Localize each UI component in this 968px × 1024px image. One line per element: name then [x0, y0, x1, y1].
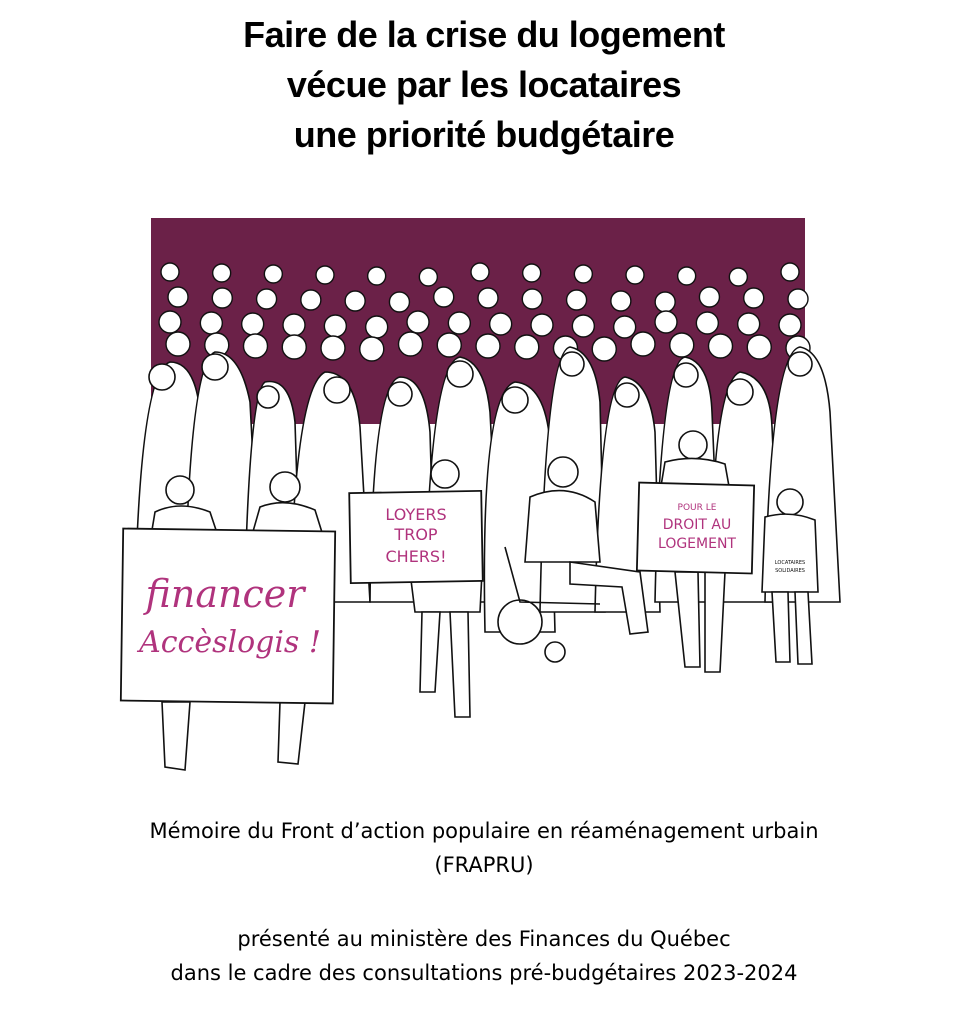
crowd-head	[626, 266, 644, 284]
crowd-head	[257, 289, 277, 309]
crowd-head	[476, 334, 500, 358]
sign-financer-line1: financer	[145, 572, 305, 616]
crowd-head	[419, 268, 437, 286]
presentation-line-2: dans le cadre des consultations pré-budgétaires 2023-2024	[170, 961, 798, 985]
memoir-author-line-1: Mémoire du Front d’action populaire en réaménagement urbain	[149, 819, 819, 843]
crowd-head	[523, 264, 541, 282]
sign-droit-line2: DROIT AU	[662, 517, 732, 533]
crowd-head	[242, 313, 264, 335]
crowd-head	[788, 289, 808, 309]
crowd-head	[592, 337, 616, 361]
crowd-head	[655, 311, 677, 333]
crowd-head	[611, 291, 631, 311]
sign-droit-au-logement	[637, 483, 754, 574]
crowd-head	[747, 335, 771, 359]
title-line-2: vécue par les locataires	[286, 64, 682, 105]
crowd-head	[670, 333, 694, 357]
crowd-head	[168, 287, 188, 307]
crowd-head	[437, 333, 461, 357]
crowd-head	[779, 314, 801, 336]
crowd-head	[244, 334, 268, 358]
crowd-head	[213, 264, 231, 282]
crowd-head	[531, 314, 553, 336]
sign-loyers-trop-chers	[349, 491, 483, 583]
crowd-head	[738, 313, 760, 335]
crowd-head	[301, 290, 321, 310]
crowd-head	[478, 288, 498, 308]
crowd-head	[166, 332, 190, 356]
crowd-head	[434, 287, 454, 307]
crowd-head	[282, 335, 306, 359]
crowd-head	[368, 267, 386, 285]
child-vest-line2: SOLIDAIRES	[775, 568, 805, 574]
sign-financer-line2: Accèslogis !	[139, 625, 321, 660]
crowd-head	[316, 266, 334, 284]
crowd-head	[696, 312, 718, 334]
crowd-head	[631, 332, 655, 356]
crowd-head	[159, 311, 181, 333]
document-title	[0, 10, 968, 160]
crowd-head	[515, 335, 539, 359]
title-line-3: une priorité budgétaire	[293, 114, 675, 155]
crowd-head	[360, 337, 384, 361]
sign-loyers-line3: CHERS!	[385, 547, 447, 566]
crowd-head	[212, 288, 232, 308]
crowd-head	[567, 290, 587, 310]
memoir-author	[0, 814, 968, 882]
crowd-head	[324, 315, 346, 337]
crowd-head	[389, 292, 409, 312]
crowd-head	[471, 263, 489, 281]
crowd-head	[448, 312, 470, 334]
sign-droit-line1: POUR LE	[677, 503, 717, 513]
crowd-head	[574, 265, 592, 283]
crowd-head	[781, 263, 799, 281]
presentation-line-1: présenté au ministère des Finances du Québec	[237, 927, 731, 951]
sign-loyers-line2: TROP	[394, 525, 438, 544]
crowd-head	[699, 287, 719, 307]
crowd-head	[399, 332, 423, 356]
crowd-head	[614, 316, 636, 338]
presentation-context	[0, 922, 968, 990]
crowd-head	[264, 265, 282, 283]
crowd-head	[490, 313, 512, 335]
crowd-head	[709, 334, 733, 358]
crowd-head	[407, 311, 429, 333]
crowd-head	[572, 315, 594, 337]
protest-illustration	[100, 212, 860, 792]
crowd-head	[161, 263, 179, 281]
wheelchair-wheel	[498, 600, 542, 644]
crowd-head	[522, 289, 542, 309]
crowd-head	[345, 291, 365, 311]
sign-droit-line3: LOGEMENT	[658, 536, 736, 552]
crowd-head	[321, 336, 345, 360]
crowd-head	[283, 314, 305, 336]
sign-loyers-line1: LOYERS	[385, 505, 447, 524]
memoir-author-line-2: (FRAPRU)	[434, 853, 534, 877]
crowd-head	[655, 292, 675, 312]
crowd-head	[366, 316, 388, 338]
crowd-head	[729, 268, 747, 286]
crowd-head	[678, 267, 696, 285]
sign-financer-accesslogis	[121, 529, 335, 704]
crowd-head	[744, 288, 764, 308]
child-vest-line1: LOCATAIRES	[774, 560, 806, 566]
title-line-1: Faire de la crise du logement	[243, 14, 725, 55]
crowd-head	[200, 312, 222, 334]
